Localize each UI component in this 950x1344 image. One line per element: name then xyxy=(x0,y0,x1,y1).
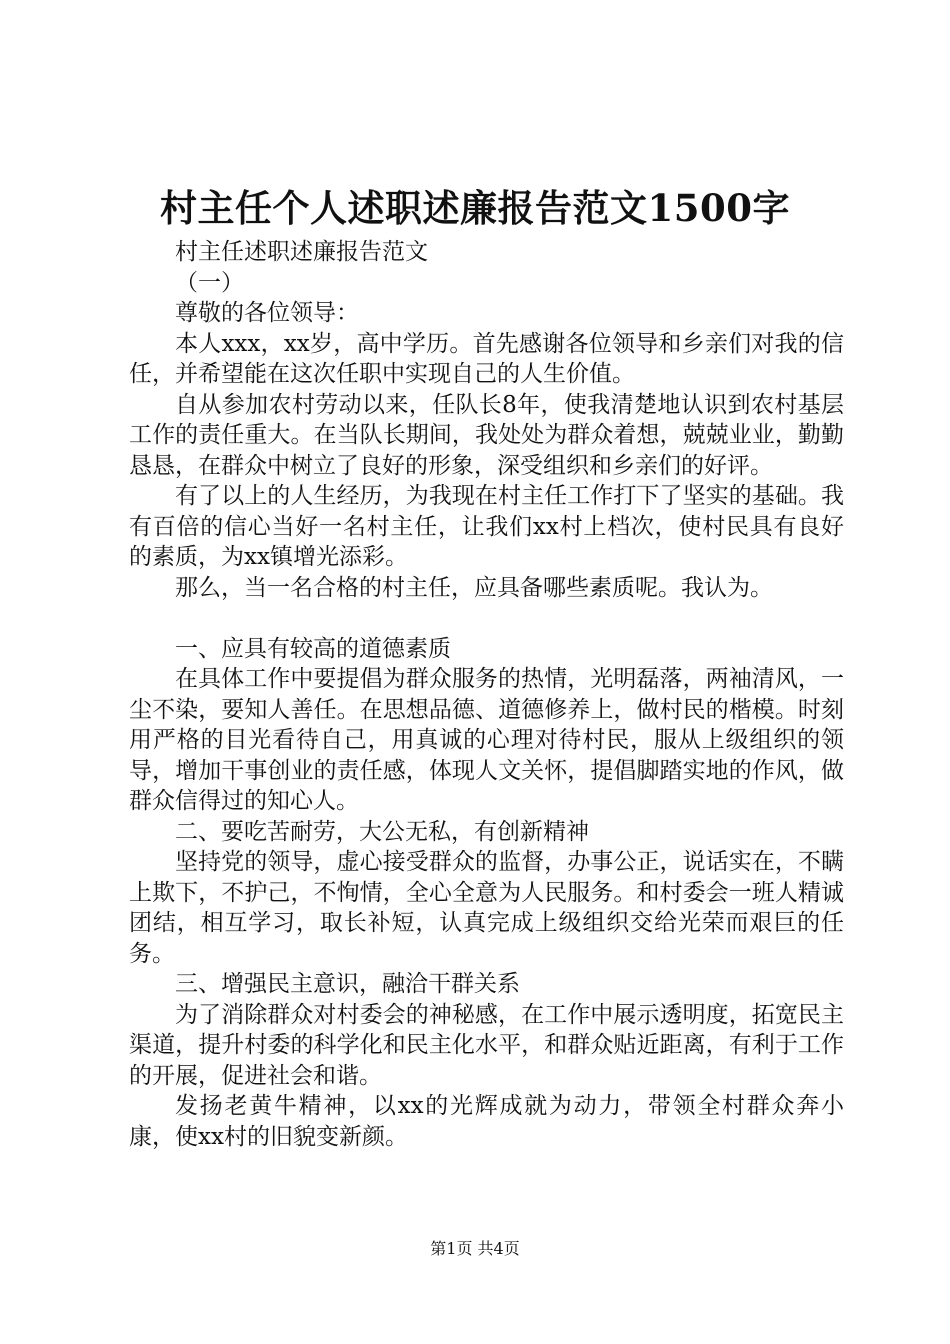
paragraph-conclusion: 发扬老黄牛精神，以xx的光辉成就为动力，带领全村群众奔小康，使xx村的旧貌变新颜。 xyxy=(129,1093,844,1150)
paragraph-introduction: 本人xxx，xx岁，高中学历。首先感谢各位领导和乡亲们对我的信任，并希望能在这次任职中实现自己的人生价值。 xyxy=(129,330,844,387)
paragraph-salutation: 尊敬的各位领导： xyxy=(175,300,359,326)
paragraph-experience: 自从参加农村劳动以来，任队长8年，使我清楚地认识到农村基层工作的责任重大。在当队长期间，我处处为群众着想，兢兢业业，勤勤恳恳，在群众中树立了良好的形象，深受组织和乡亲们的好评。 xyxy=(129,391,844,479)
heading-democracy: 三、增强民主意识，融洽干群关系 xyxy=(175,971,520,997)
paragraph-gap xyxy=(129,603,844,634)
document-body xyxy=(129,237,844,1152)
paragraph-foundation: 有了以上的人生经历，为我现在村主任工作打下了坚实的基础。我有百倍的信心当好一名村主任，让我们xx村上档次，使村民具有良好的素质，为xx镇增光添彩。 xyxy=(129,483,844,570)
paragraph-subtitle: 村主任述职述廉报告范文 xyxy=(175,239,428,265)
paragraph-question: 那么，当一名合格的村主任，应具备哪些素质呢。我认为。 xyxy=(175,574,773,601)
paragraph-moral-quality: 在具体工作中要提倡为群众服务的热情，光明磊落，两袖清风，一尘不染，要知人善任。在思想品德、道德修养上，做村民的楷模。时刻用严格的目光看待自己，用真诚的心理对待村民，服从上级组织的领导，增加干事创业的责任感，体现人文关怀，提倡脚踏实地的作风，做群众信得过的知心人。 xyxy=(129,666,844,814)
document-title: 村主任个人述职述廉报告范文1500字 xyxy=(160,186,790,230)
page-number-footer: 第1页 共4页 xyxy=(430,1239,520,1258)
paragraph-section-number: （一） xyxy=(175,269,244,296)
paragraph-hard-work: 坚持党的领导，虚心接受群众的监督，办事公正，说话实在，不瞒上欺下，不护己，不恂情，全心全意为人民服务。和村委会一班人精诚团结，相互学习，取长补短，认真完成上级组织交给光荣而艰巨的任务。 xyxy=(129,849,844,967)
paragraph-democracy: 为了消除群众对村委会的神秘感，在工作中展示透明度，拓宽民主渠道，提升村委的科学化和民主化水平，和群众贴近距离，有利于工作的开展，促进社会和谐。 xyxy=(129,1001,844,1089)
heading-hard-work: 二、要吃苦耐劳，大公无私，有创新精神 xyxy=(175,818,589,845)
heading-moral-quality: 一、应具有较高的道德素质 xyxy=(175,635,451,662)
